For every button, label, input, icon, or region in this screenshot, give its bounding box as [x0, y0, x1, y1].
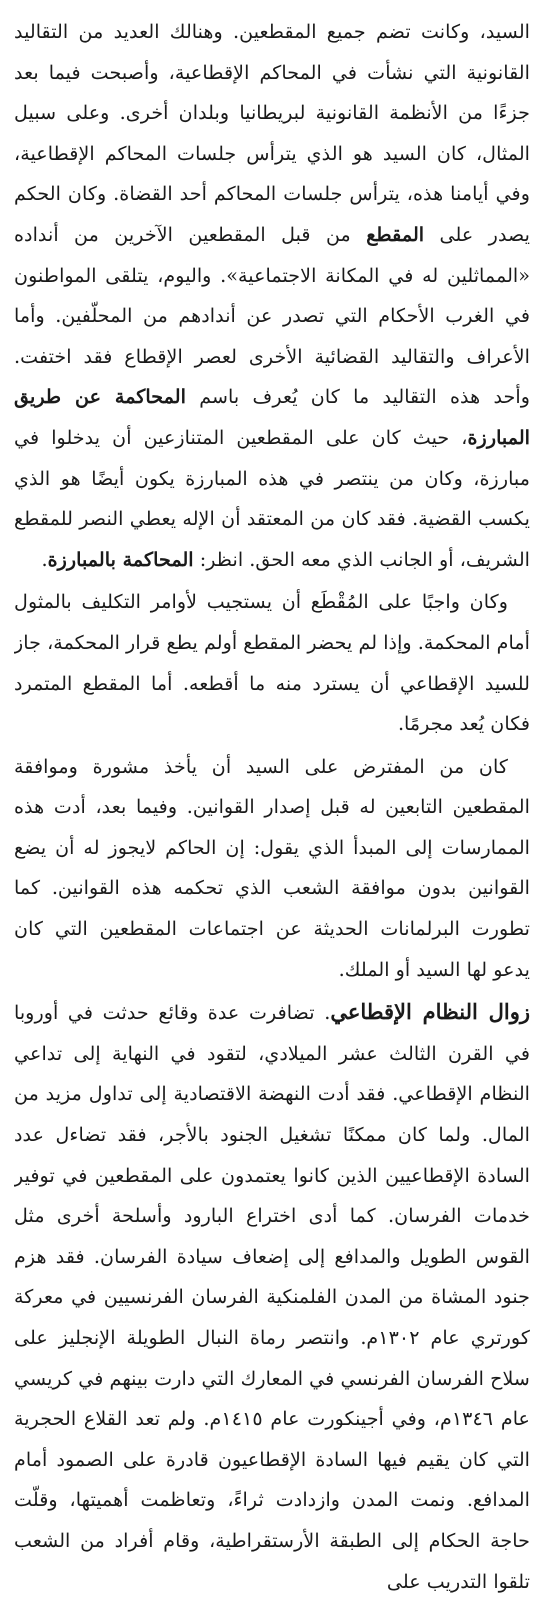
paragraph-2: [14, 582, 530, 744]
paragraph-1: [14, 12, 530, 580]
cross-reference: المحاكمة بالمبارزة: [47, 547, 194, 571]
paragraph-3: [14, 747, 530, 991]
text-run: السيد، وكانت تضم جميع المقطعين. وهنالك العديد من التقاليد القانونية التي نشأت في المحاكم الإقطاعية، وأصبحت فيما بعد جزءًا من الأنظمة القانونية لبريطانيا وبلدان أخرى. وعلى سبيل المثال، كان السيد هو الذي يترأس جلسات المحاكم الإقطاعية، وفي أيامنا هذه، يترأس جلسات المحاكم أحد القضاة. وكان الحكم يصدر على: [14, 20, 530, 246]
article-page: [14, 12, 530, 1596]
text-run: .: [41, 547, 48, 571]
text-run: ، حيث كان على المقطعين المتنازعين أن يدخلوا في مبارزة، وكان من ينتصر في هذه المبارزة يكون أيضًا هو الذي يكسب القضية. فقد كان من المعتقد أن الإله يعطي النصر للمقطع الشريف، أو الجانب الذي معه الحق. انظر:: [14, 425, 530, 571]
paragraph-4: [14, 992, 530, 1596]
text-run: من قبل المقطعين الآخرين من أنداده «المماثلين له في المكانة الاجتماعية». واليوم، يتلقى المواطنون في الغرب الأحكام التي تصدر عن أندادهم من المحلّفين. وأما الأعراف والتقاليد القضائية الأخرى لعصر الإقطاع فقد اختفت. وأحد هذه التقاليد ما كان يُعرف باسم: [14, 222, 530, 409]
text-run: كان من المفترض على السيد أن يأخذ مشورة وموافقة المقطعين التابعين له قبل إصدار القوانين. وفيما بعد، أدت هذه الممارسات إلى المبدأ الذي يقول: إن الحاكم لايجوز له أن يضع القوانين بدون موافقة الشعب الذي تحكمه هذه القوانين. كما تطورت البرلمانات الحديثة عن اجتماعات المقطعين التي كان يدعو لها السيد أو الملك.: [14, 754, 530, 981]
section-heading-decline-of-feudalism: زوال النظام الإقطاعي: [330, 999, 530, 1025]
text-run: وكان واجبًا على المُقْطَع أن يستجيب لأوامر التكليف بالمثول أمام المحكمة. وإذا لم يحضر المقطع أولم يطع قرار المحكمة، جاز للسيد الإقطاعي أن يسترد منه ما أقطعه. أما المقطع المتمرد فكان يُعد مجرمًا.: [14, 590, 530, 736]
text-run: . تضافرت عدة وقائع حدثت في أوروبا في القرن الثالث عشر الميلادي، لتقود في النهاية إلى تداعي النظام الإقطاعي. فقد أدت النهضة الاقتصادية إلى تداول مزيد من المال. ولما كان ممكنًا تشغيل الجنود بالأجر، فقد تضاءل عدد السادة الإقطاعيين الذين كانوا يعتمدون على المقطعين في توفير خدمات الفرسان. كما أدى اختراع البارود وأسلحة أخرى مثل القوس الطويل والمدافع إلى إضعاف سيادة الفرسان. فقد هزم جنود المشاة من المدن الفلمنكية الفرسان الفرنسيين في معركة كورتري عام ١٣٠٢م. وانتصر رماة النبال الطويلة الإنجليز على سلاح الفرسان الفرنسي في المعارك التي دارت بينهم في كريسي عام ١٣٤٦م، وفي أجينكورت عام ١٤١٥م. ولم تعد القلاع الحجرية التي كان يقيم فيها السادة الإقطاعيون قادرة على الصمود أمام المدافع. ونمت المدن وازدادت ثراءً، وتعاظمت أهميتها، وقلّت حاجة الحكام إلى الطبقة الأرستقراطية، وقام أفراد من الشعب تلقوا التدريب على: [14, 1001, 530, 1593]
term-trial-by-combat: المحاكمة عن طريق المبارزة: [14, 385, 530, 449]
term-muqta: المقطع: [366, 222, 425, 246]
